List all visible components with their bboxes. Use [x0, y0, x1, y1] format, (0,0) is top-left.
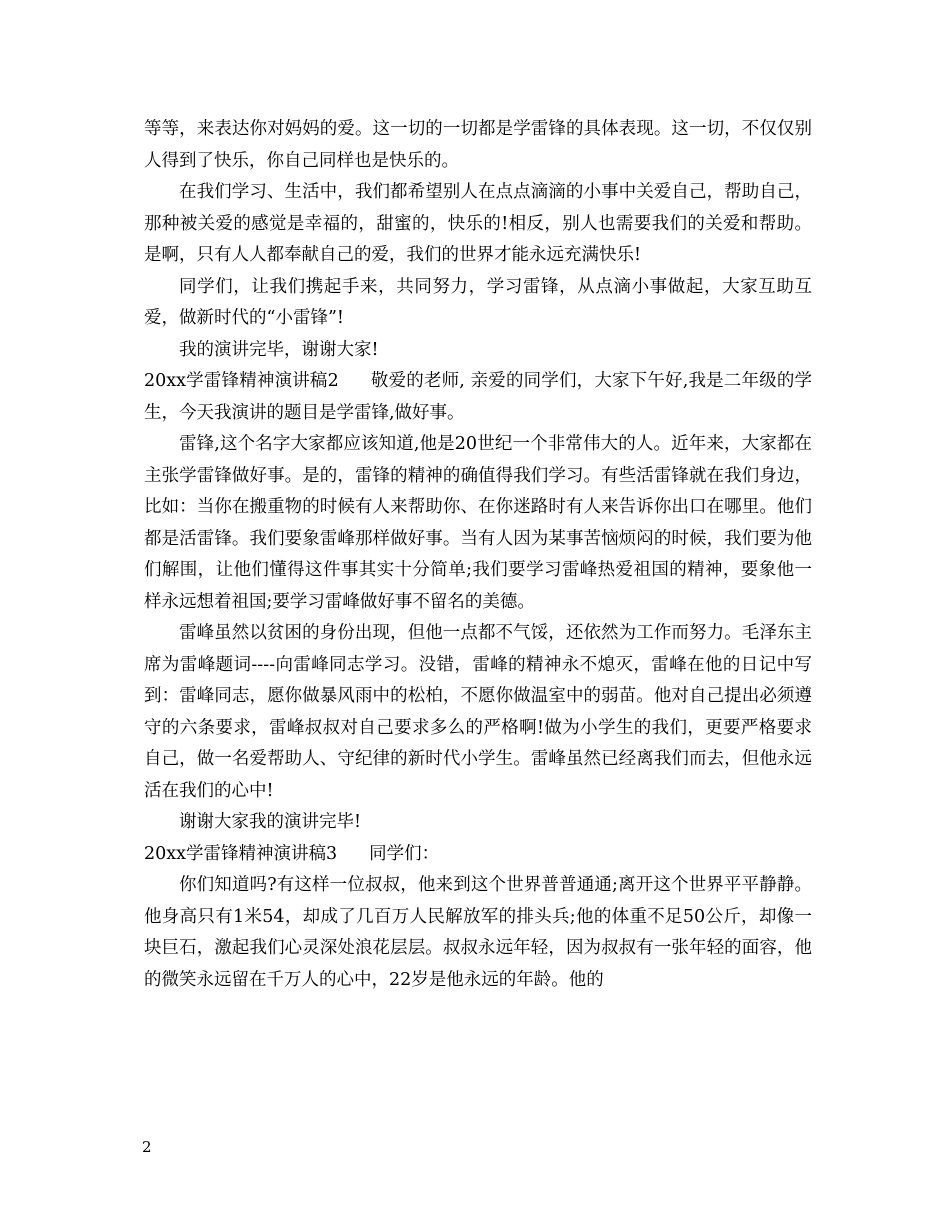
speech-2-intro	[144, 366, 812, 429]
paragraph: 雷锋,这个名字大家都应该知道,他是20世纪一个非常伟大的人。近年来，大家都在主张学雷锋做好事。是的，雷锋的精神的确值得我们学习。有些活雷锋就在我们身边，比如：当你在搬重物的时候有人来帮助你、在你迷路时有人来告诉你出口在哪里。他们都是活雷锋。我们要象雷峰那样做好事。当有人因为某事苦恼烦闷的时候，我们要为他们解围，让他们懂得这件事其实十分简单;我们要学习雷峰热爱祖国的精神，要象他一样永远想着祖国;要学习雷峰做好事不留名的美德。	[144, 434, 812, 612]
speech-3-title: 20xx学雷锋精神演讲稿3	[144, 843, 338, 864]
speech-3-opening: 同学们：	[369, 843, 440, 864]
paragraph: 雷峰虽然以贫困的身份出现，但他一点都不气馁，还依然为工作而努力。毛泽东主席为雷峰题词----向雷峰同志学习。没错，雷峰的精神永不熄灭，雷峰在他的日记中写到：雷峰同志，愿你做暴风雨中的松柏，不愿你做温室中的弱苗。他对自己提出必须遵守的六条要求，雷峰叔叔对自己要求多么的严格啊!做为小学生的我们，更要严格要求自己，做一名爱帮助人、守纪律的新时代小学生。雷峰虽然已经离我们而去，但他永远活在我们的心中!	[144, 623, 812, 801]
page-number: 2	[142, 1138, 152, 1156]
closing-line: 我的演讲完毕，谢谢大家!	[179, 339, 379, 360]
paragraph: 在我们学习、生活中，我们都希望别人在点点滴滴的小事中关爱自己，帮助自己，那种被关爱的感觉是幸福的，甜蜜的，快乐的!相反，别人也需要我们的关爱和帮助。是啊，只有人人都奉献自己的爱，我们的世界才能永远充满快乐!	[144, 182, 812, 265]
document-body	[144, 114, 812, 996]
speech-3-intro	[144, 839, 812, 871]
speech-2-opening: 敬爱的老师, 亲爱的同学们，大家下午好,我是二年级的学生，今天我演讲的题目是学雷锋,做好事。	[144, 371, 813, 423]
paragraph: 等等，来表达你对妈妈的爱。这一切的一切都是学雷锋的具体表现。这一切，不仅仅别人得到了快乐，你自己同样也是快乐的。	[144, 119, 812, 171]
paragraph: 同学们，让我们携起手来，共同努力，学习雷锋，从点滴小事做起，大家互助互爱，做新时代的“小雷锋”!	[144, 276, 812, 328]
closing-line: 谢谢大家我的演讲完毕!	[179, 812, 362, 832]
paragraph: 你们知道吗?有这样一位叔叔，他来到这个世界普普通通;离开这个世界平平静静。他身高只有1米54，却成了几百万人民解放军的排头兵;他的体重不足50公斤，却像一块巨石，激起我们心灵深处浪花层层。叔叔永远年轻，因为叔叔有一张年轻的面容，他的微笑永远留在千万人的心中，22岁是他永远的年龄。他的	[144, 875, 812, 990]
speech-2-title: 20xx学雷锋精神演讲稿2	[144, 371, 339, 391]
